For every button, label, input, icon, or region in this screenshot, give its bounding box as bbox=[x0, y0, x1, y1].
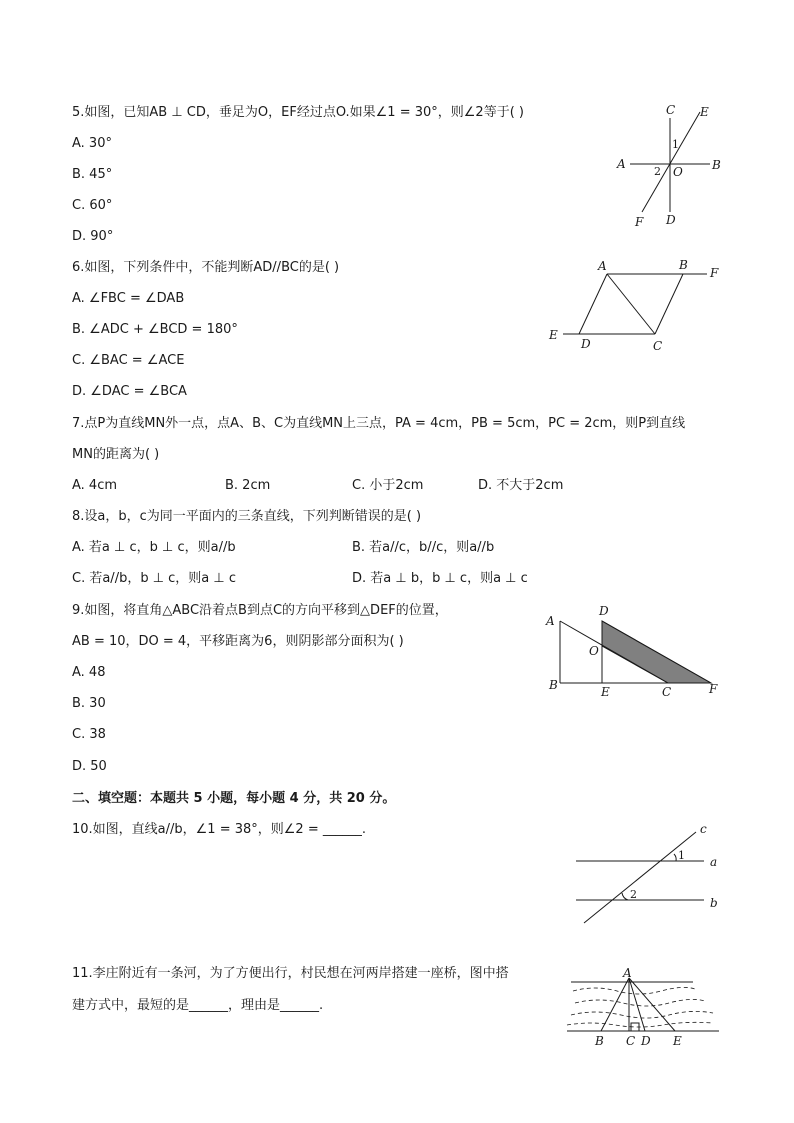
q10-label-1: 1 bbox=[678, 849, 685, 862]
q5-option-b: B. 45° bbox=[72, 167, 113, 182]
q10-label-c: c bbox=[700, 822, 707, 836]
q8-option-b: B. 若a//c，b//c，则a//b bbox=[352, 540, 495, 555]
q6-label-a: A bbox=[598, 259, 607, 273]
q11-label-a: A bbox=[623, 966, 632, 980]
q6-line-ad bbox=[579, 274, 607, 334]
q5-label-1: 1 bbox=[672, 138, 679, 151]
q9-label-o: O bbox=[589, 644, 599, 658]
q6-line-bc bbox=[655, 274, 683, 334]
q8-option-a: A. 若a ⊥ c，b ⊥ c，则a//b bbox=[72, 540, 236, 555]
q7-stem-line1: 7.点P为直线MN外一点，点A、B、C为直线MN上三点，PA = 4cm，PB = 5cm，PC = 2cm，则P到直线 bbox=[72, 416, 686, 431]
q11-water-wave-3 bbox=[571, 1011, 713, 1018]
q5-label-f: F bbox=[635, 215, 644, 229]
q7-option-d: D. 不大于2cm bbox=[478, 478, 564, 493]
q11-label-e: E bbox=[673, 1034, 682, 1048]
q5-line-ef bbox=[642, 112, 700, 212]
q9-label-c: C bbox=[662, 685, 672, 699]
q9-label-d: D bbox=[599, 604, 609, 618]
q6-label-e: E bbox=[549, 328, 558, 342]
q7-option-a: A. 4cm bbox=[72, 478, 118, 493]
q5-label-2: 2 bbox=[654, 165, 661, 178]
q7-option-b: B. 2cm bbox=[225, 478, 271, 493]
q9-label-f: F bbox=[709, 682, 718, 696]
q11-water-wave-2 bbox=[575, 999, 705, 1006]
q11-bridge-ab bbox=[601, 978, 629, 1031]
q5-figure bbox=[610, 100, 730, 230]
section2-title: 二、填空题：本题共 5 小题，每小题 4 分，共 20 分。 bbox=[72, 791, 396, 806]
q5-option-d: D. 90° bbox=[72, 229, 114, 244]
q5-stem: 5.如图，已知AB ⊥ CD，垂足为O，EF经过点O.如果∠1 = 30°，则∠2等于( ) bbox=[72, 105, 524, 120]
q6-stem: 6.如图，下列条件中，不能判断AD//BC的是( ) bbox=[72, 260, 340, 275]
q11-figure bbox=[565, 965, 725, 1055]
q8-option-c: C. 若a//b，b ⊥ c，则a ⊥ c bbox=[72, 571, 237, 586]
q6-option-b: B. ∠ADC + ∠BCD = 180° bbox=[72, 322, 238, 337]
q5-label-b: B bbox=[712, 158, 721, 172]
q7-stem-line2: MN的距离为( ) bbox=[72, 447, 160, 462]
q10-label-2: 2 bbox=[630, 888, 637, 901]
q6-figure bbox=[545, 258, 725, 358]
q9-label-b: B bbox=[549, 678, 558, 692]
q5-label-a: A bbox=[617, 157, 626, 171]
q6-label-f: F bbox=[710, 266, 719, 280]
q11-label-c: C bbox=[626, 1034, 636, 1048]
q5-label-e: E bbox=[700, 105, 709, 119]
q5-label-c: C bbox=[666, 103, 676, 117]
q10-stem: 10.如图，直线a//b，∠1 = 38°，则∠2 = ______. bbox=[72, 822, 366, 837]
q11-stem-line2: 建方式中，最短的是______，理由是______. bbox=[72, 998, 324, 1013]
q9-option-d: D. 50 bbox=[72, 759, 107, 774]
q10-angle-1-arc bbox=[674, 854, 676, 861]
q9-label-a: A bbox=[546, 614, 555, 628]
q10-line-c bbox=[584, 832, 696, 923]
q9-label-e: E bbox=[601, 685, 610, 699]
q10-label-b: b bbox=[710, 896, 718, 910]
q9-option-b: B. 30 bbox=[72, 696, 106, 711]
q9-stem-line2: AB = 10，DO = 4，平移距离为6，则阴影部分面积为( ) bbox=[72, 634, 404, 649]
q8-stem: 8.设a，b，c为同一平面内的三条直线，下列判断错误的是( ) bbox=[72, 509, 422, 524]
q6-line-ac bbox=[607, 274, 655, 334]
q6-option-a: A. ∠FBC = ∠DAB bbox=[72, 291, 185, 306]
q6-label-c: C bbox=[653, 339, 663, 353]
q11-label-d: D bbox=[641, 1034, 651, 1048]
q11-label-b: B bbox=[595, 1034, 604, 1048]
q7-option-c: C. 小于2cm bbox=[352, 478, 424, 493]
q5-label-o: O bbox=[673, 165, 683, 179]
q10-label-a: a bbox=[710, 855, 718, 869]
q6-label-b: B bbox=[679, 258, 688, 272]
q6-option-d: D. ∠DAC = ∠BCA bbox=[72, 384, 187, 399]
q6-option-c: C. ∠BAC = ∠ACE bbox=[72, 353, 185, 368]
q6-label-d: D bbox=[581, 337, 591, 351]
q9-option-a: A. 48 bbox=[72, 665, 106, 680]
q11-stem-line1: 11.李庄附近有一条河，为了方便出行，村民想在河两岸搭建一座桥，图中搭 bbox=[72, 966, 509, 981]
q5-option-a: A. 30° bbox=[72, 136, 112, 151]
q9-figure bbox=[540, 600, 730, 700]
q9-option-c: C. 38 bbox=[72, 727, 106, 742]
q5-option-c: C. 60° bbox=[72, 198, 113, 213]
q11-water-wave-4 bbox=[567, 1022, 713, 1027]
q10-figure bbox=[570, 820, 730, 930]
q10-angle-2-arc bbox=[622, 893, 628, 900]
q8-option-d: D. 若a ⊥ b，b ⊥ c，则a ⊥ c bbox=[352, 571, 528, 586]
q9-stem-line1: 9.如图，将直角△ABC沿着点B到点C的方向平移到△DEF的位置， bbox=[72, 603, 448, 618]
q5-label-d: D bbox=[666, 213, 676, 227]
